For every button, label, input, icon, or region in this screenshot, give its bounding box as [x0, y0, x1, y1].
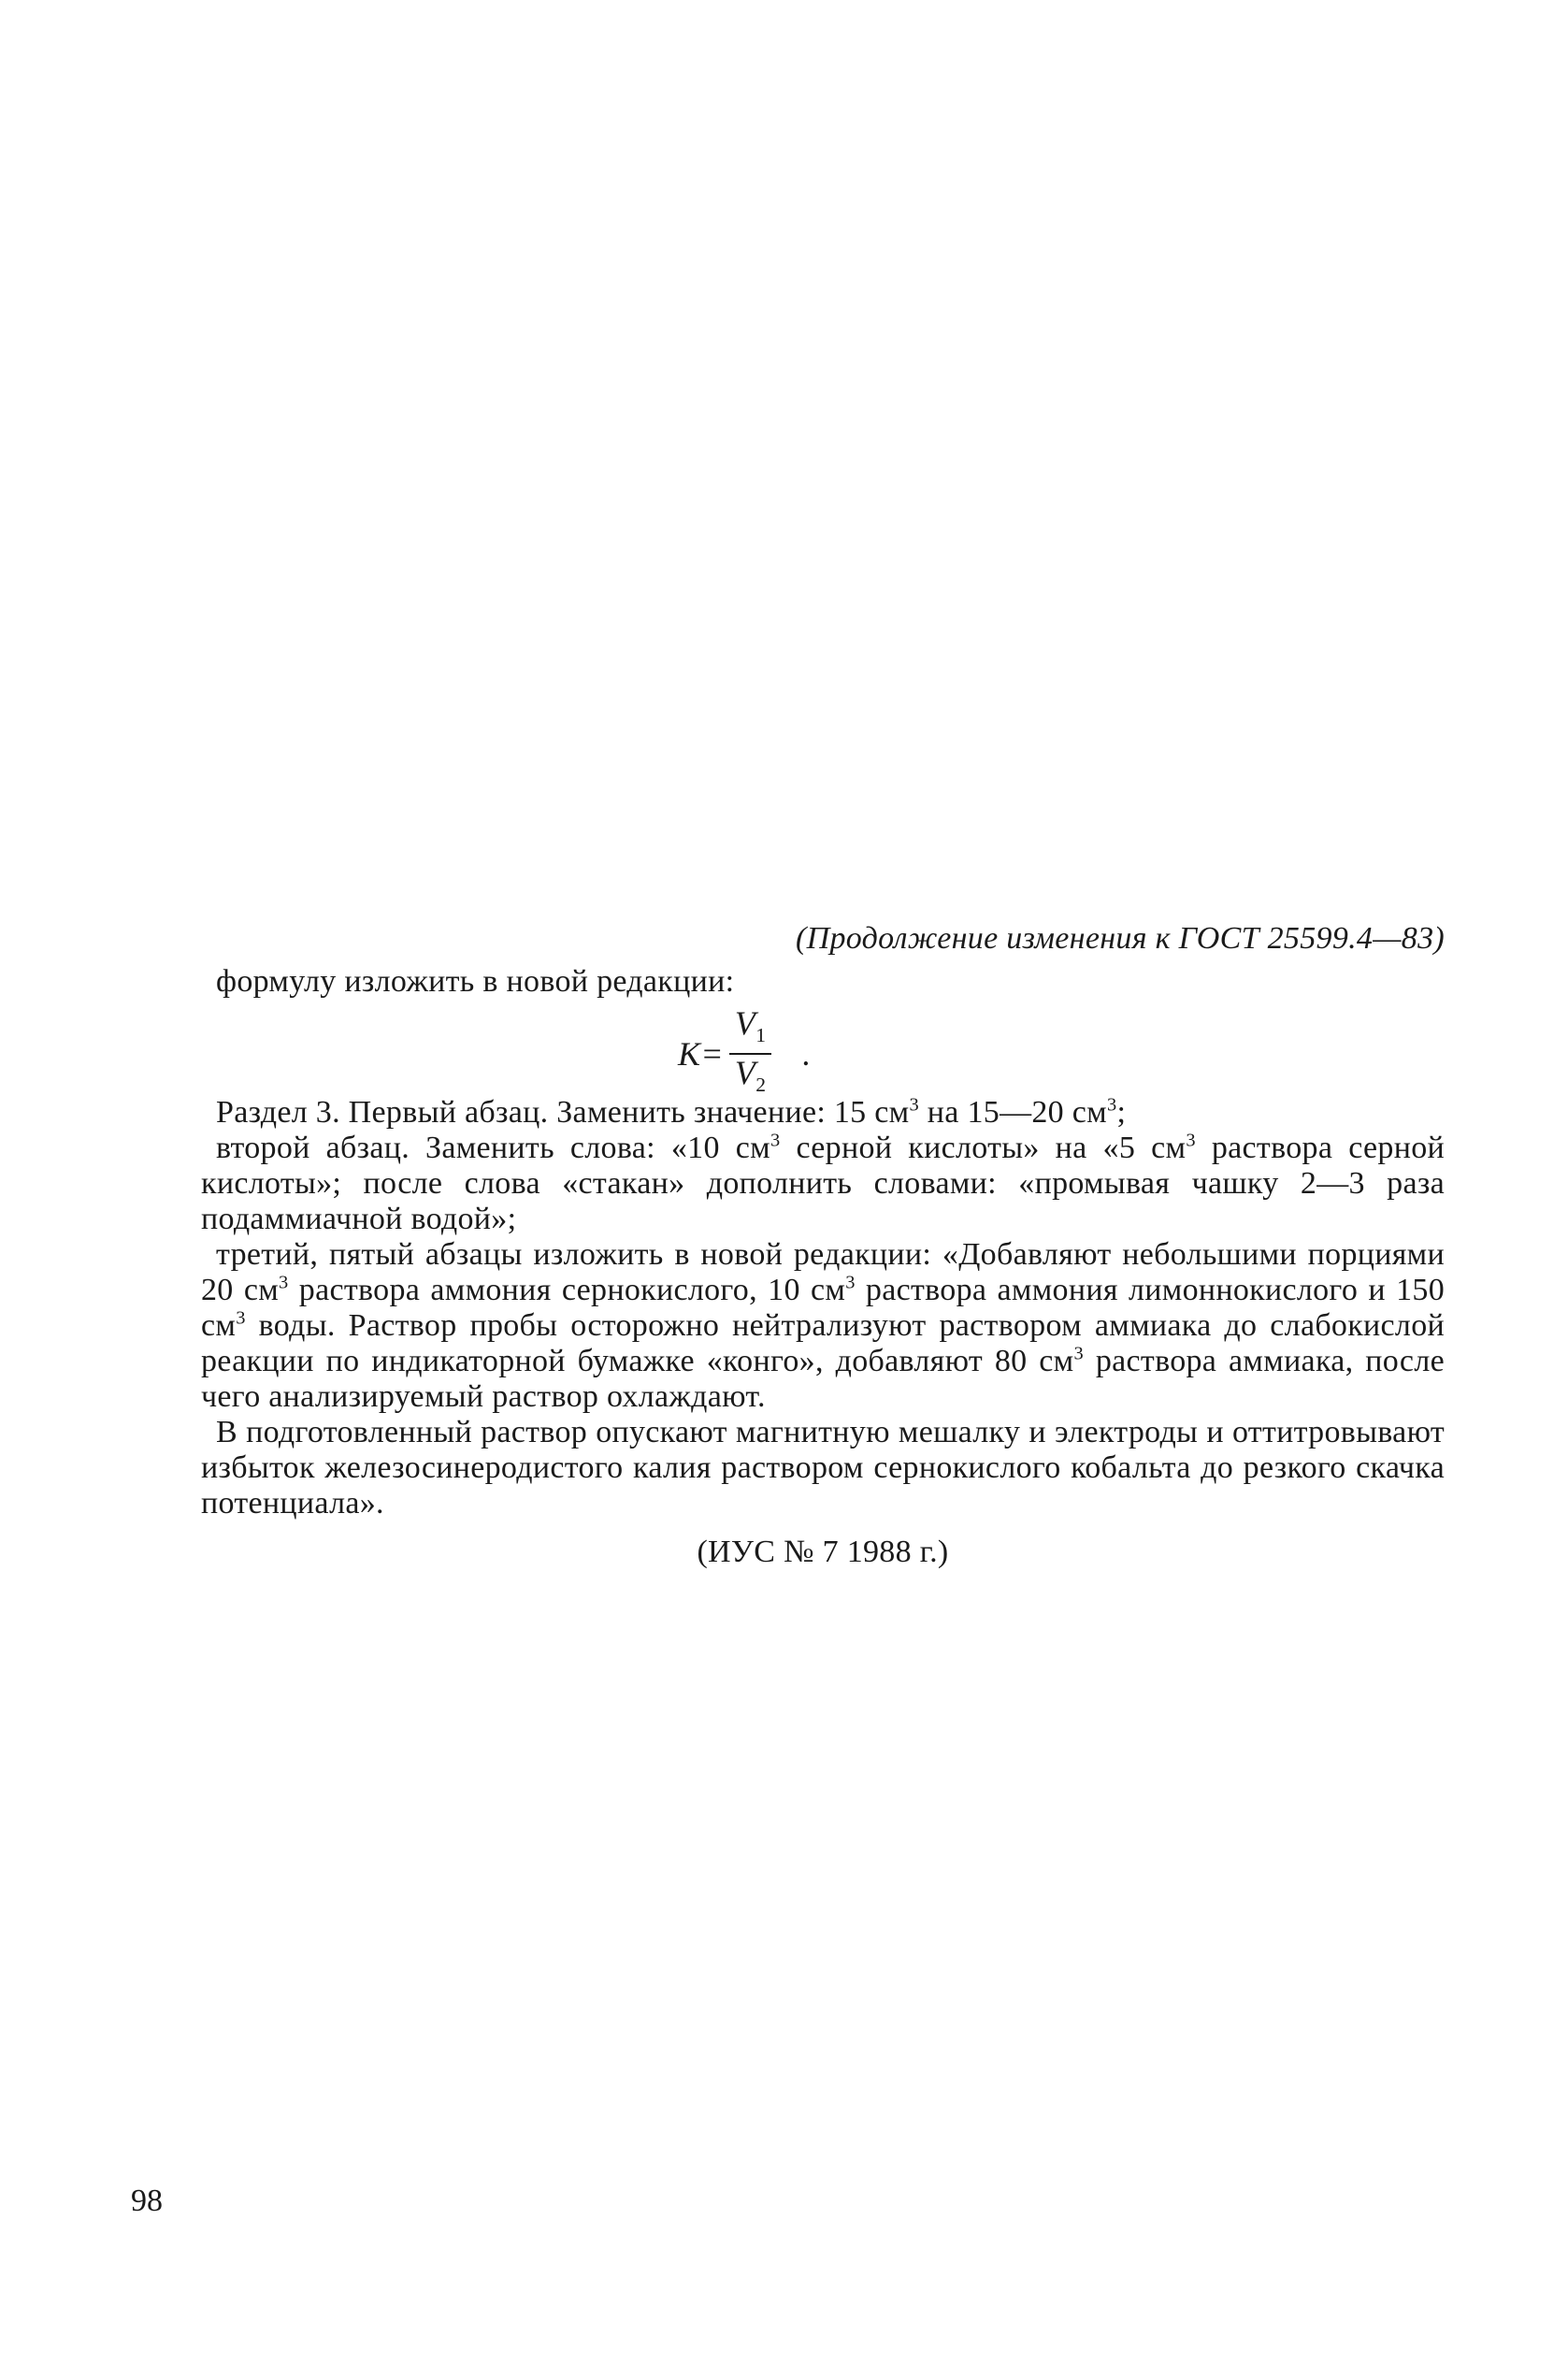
section3-fifth-paragraph: В подготовленный раствор опускают магнитную мешалку и электроды и оттитровывают избыток железосинеродистого калия раствором сернокислого кобальта до резкого скачка потенциала». [201, 1415, 1445, 1521]
formula-period: . [801, 1035, 811, 1074]
section3-third-paragraph: третий, пятый абзацы изложить в новой редакции: «Добавляют небольшими порциями 20 $см^3$ раствора аммония сернокислого, 10 $см^3$ раствора аммония лимоннокислого и 150 $см^3$ воды. Раствор пробы осторожно нейтрализуют раствором аммиака до слабокислой реакции по индикаторной бумажке «конго», добавляют 80 $см^3$ раствора аммиака, после чего анализируемый раствор охлаждают. [201, 1237, 1445, 1414]
continuation-header: (Продолжение изменения к ГОСТ 25599.4—83) [796, 921, 1445, 956]
formula [201, 1003, 1445, 1097]
section3-second-paragraph: второй абзац. Заменить слова: «10 $см^3$ серной кислоты» на «5 $см^3$ раствора серной кислоты»; после слова «стакан» дополнить словами: «промывая чашку 2—3 раза подаммиачной водой»; [201, 1130, 1445, 1236]
formula-intro: формулу изложить в новой редакции: [216, 964, 735, 999]
section3-first-paragraph: Раздел 3. Первый абзац. Заменить значение: 15 $см^3$ на 15—20 $см^3$; [216, 1094, 1127, 1130]
source-reference: (ИУС № 7 1988 г.) [697, 1535, 949, 1569]
formula-denominator: $V_2$ [734, 1054, 767, 1097]
formula-lhs: K= [678, 1035, 724, 1074]
formula-numerator: $V_1$ [729, 1005, 771, 1055]
amendment-text-block [201, 921, 1445, 1570]
page-number: 98 [131, 2184, 163, 2218]
formula-fraction [729, 1005, 771, 1103]
